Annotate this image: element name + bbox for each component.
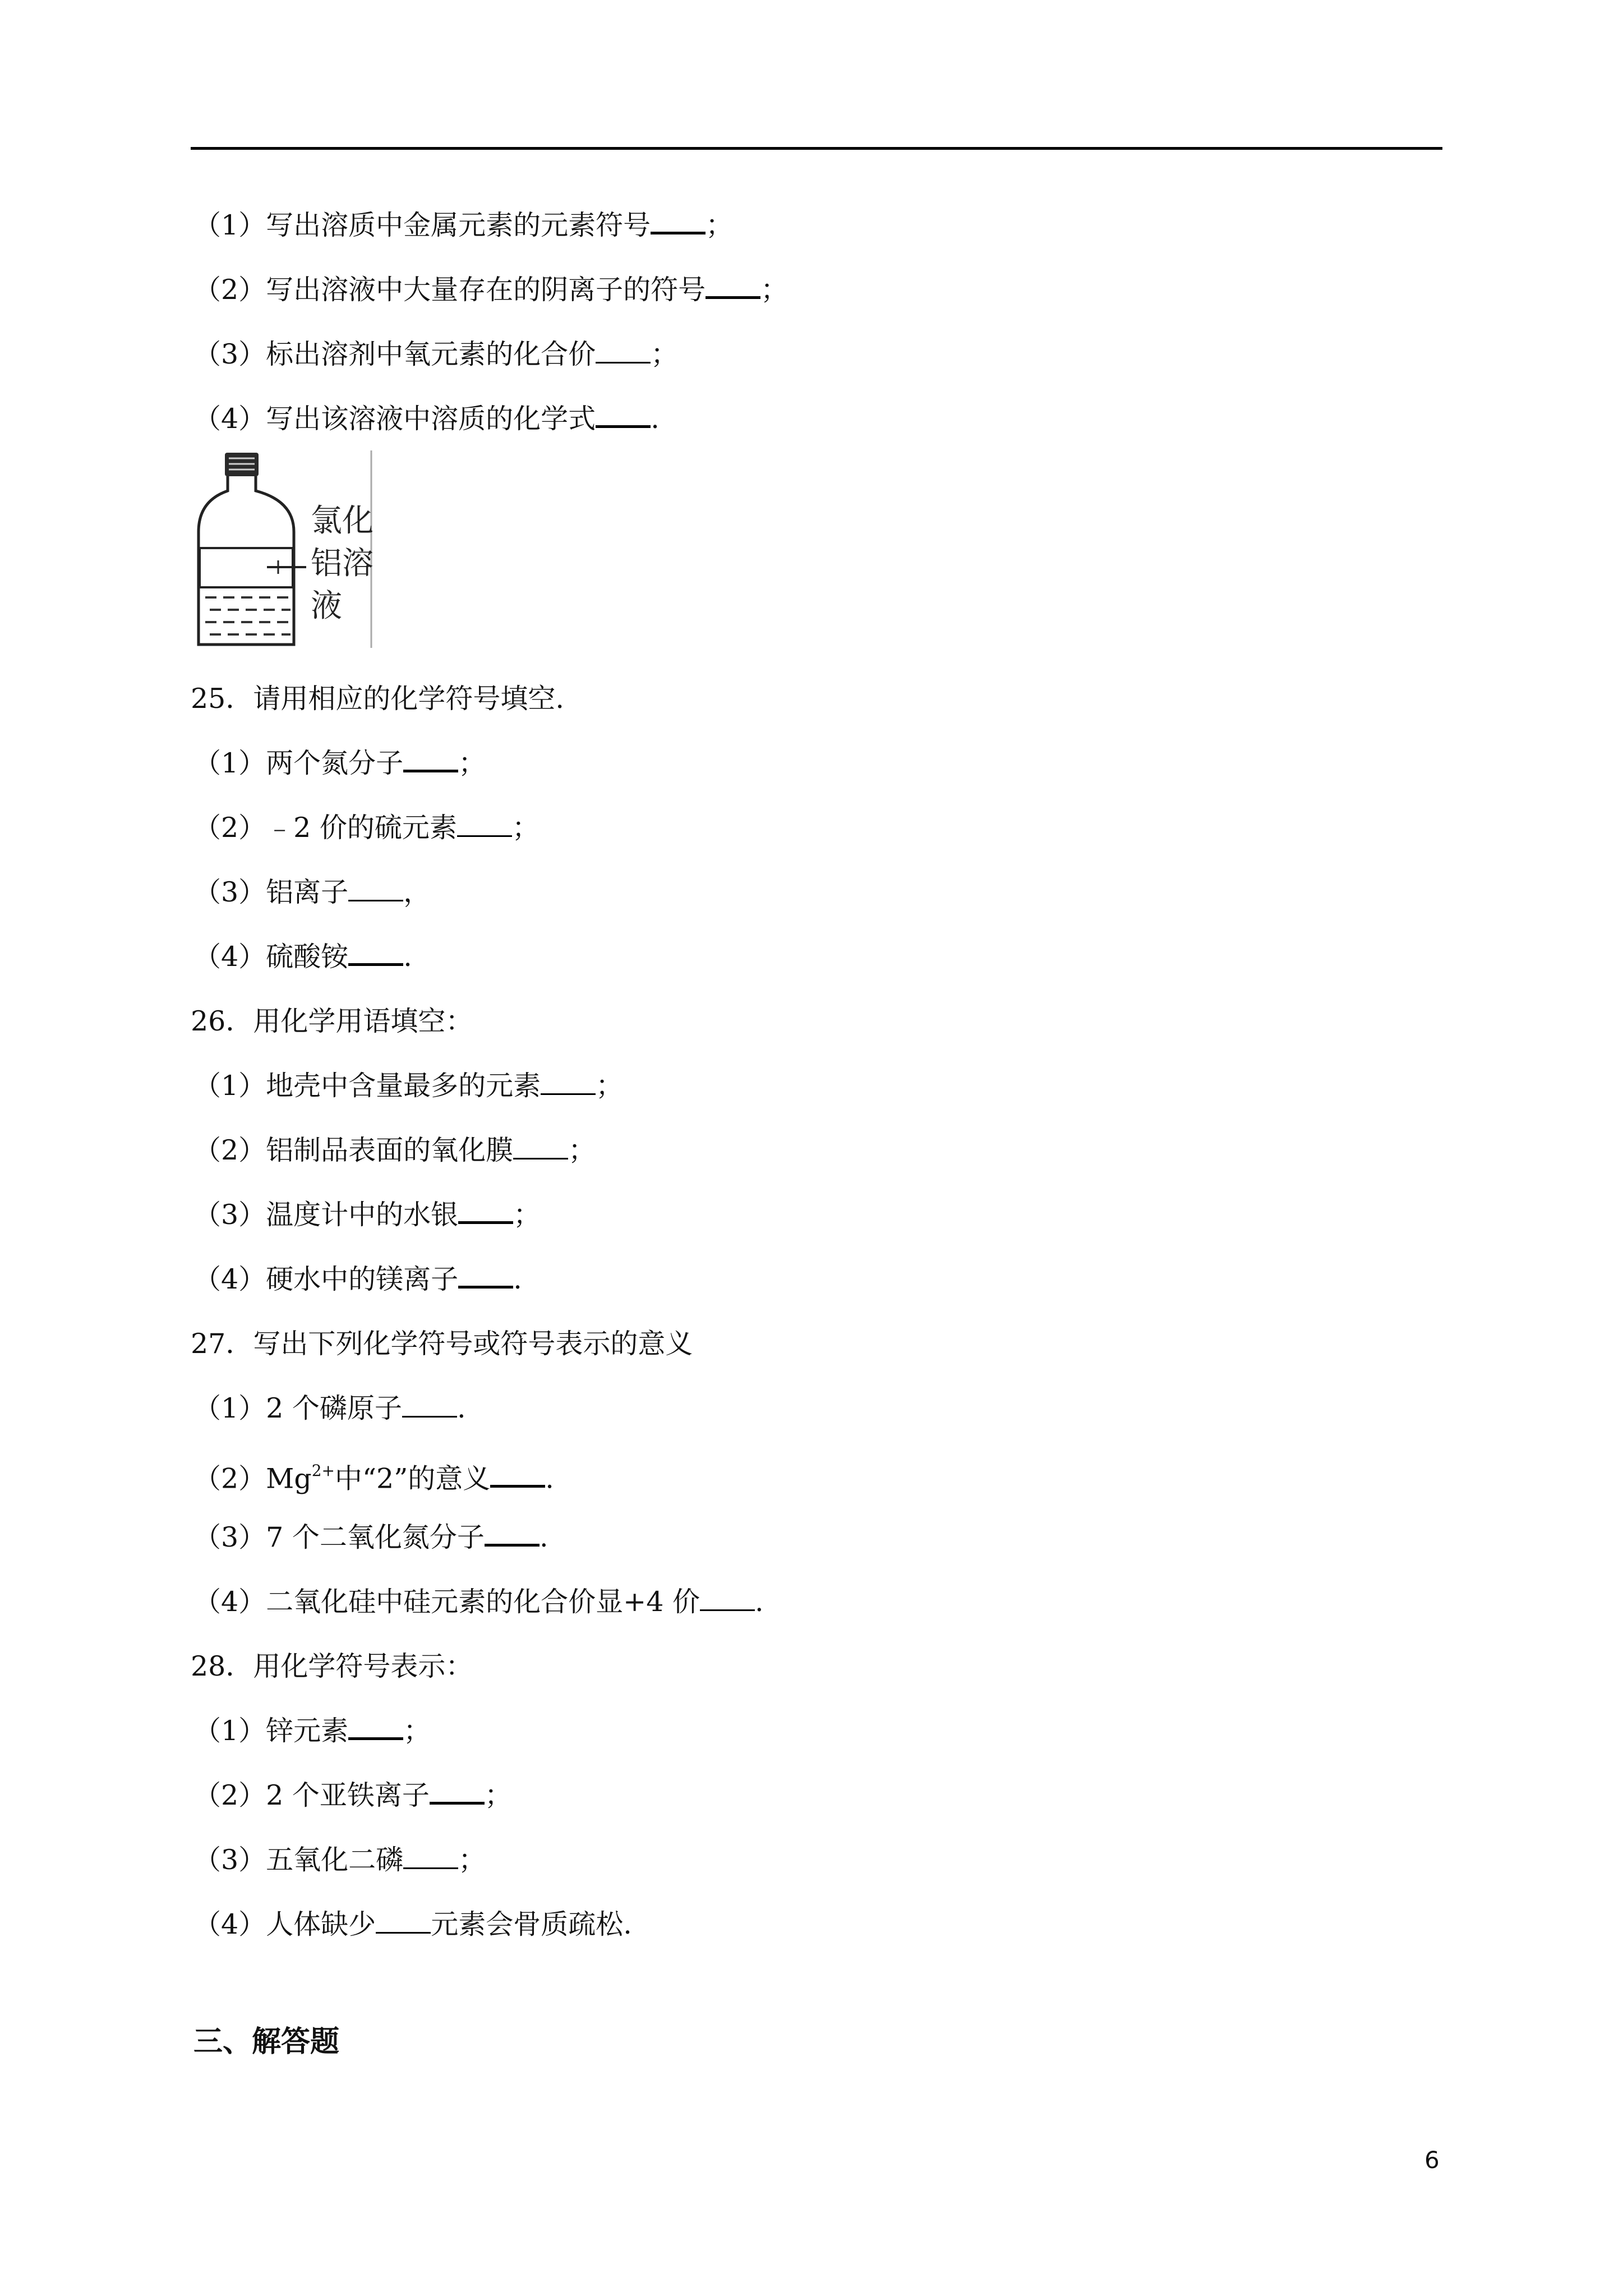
q24-item-4 (193, 402, 660, 436)
q27-item-4 (193, 1585, 764, 1619)
q28-item-1-punct: ； (403, 1715, 431, 1747)
q27-item-2-text-b: 中“2”的意义 (335, 1462, 491, 1495)
q28-title: 28．用化学符号表示： (191, 1650, 473, 1682)
bottle-label-line-2: 铝溶 (311, 545, 374, 582)
q24-item-4-punct: . (651, 403, 660, 435)
header-rule (191, 147, 1442, 150)
ion-charge-superscript: 2+ (311, 1461, 335, 1480)
bottle-label-line-3: 液 (311, 588, 342, 624)
q26-item-3-text: （3）温度计中的水银 (193, 1199, 459, 1231)
answer-blank[interactable] (485, 1521, 540, 1547)
q25-item-2-text: （2）﹣2 价的硫元素 (193, 812, 457, 844)
answer-blank[interactable] (348, 877, 403, 901)
q26-item-3 (193, 1198, 541, 1232)
q28-item-4 (193, 1908, 632, 1941)
q28-item-2 (193, 1779, 512, 1812)
q26-item-4-punct: . (513, 1263, 522, 1295)
answer-blank[interactable] (403, 747, 458, 772)
q24-item-2-punct: ； (760, 274, 789, 306)
answer-blank[interactable] (541, 1071, 596, 1095)
q28-item-4-punct: 元素会骨质疏松. (431, 1908, 632, 1940)
q26-item-2-punct: ； (568, 1134, 596, 1166)
q28-item-2-punct: ； (484, 1779, 512, 1811)
q24-item-3-punct: ； (651, 338, 679, 370)
answer-blank[interactable] (596, 403, 651, 428)
answer-blank[interactable] (430, 1779, 485, 1805)
q25-item-1-text: （1）两个氮分子 (193, 747, 404, 779)
reagent-bottle-figure (194, 450, 374, 648)
q26-item-3-punct: ； (513, 1199, 541, 1231)
q25-item-3 (193, 876, 431, 909)
q26-item-4-text: （4）硬水中的镁离子 (193, 1263, 459, 1295)
q27-item-1-punct: . (457, 1392, 466, 1424)
q27-item-1 (193, 1392, 466, 1425)
q26-item-1 (193, 1069, 623, 1103)
q26-title: 26．用化学用语填空： (191, 1005, 473, 1037)
q27-item-3-punct: . (539, 1521, 548, 1553)
q26-item-1-text: （1）地壳中含量最多的元素 (193, 1070, 541, 1102)
q25-item-3-punct: ， (403, 876, 431, 908)
answer-blank[interactable] (376, 1910, 431, 1934)
answer-blank[interactable] (457, 813, 512, 837)
answer-blank[interactable] (402, 1393, 457, 1418)
q25-item-2 (193, 811, 540, 845)
q26-item-2-text: （2）铝制品表面的氧化膜 (193, 1134, 514, 1166)
q25-item-4 (193, 940, 412, 974)
q24-item-1 (193, 209, 733, 242)
q26-item-4 (193, 1263, 522, 1296)
q27-title: 27．写出下列化学符号或符号表示的意义 (191, 1328, 693, 1360)
q27-item-4-punct: . (754, 1586, 764, 1618)
q24-item-4-text: （4）写出该溶液中溶质的化学式 (193, 403, 596, 435)
answer-blank[interactable] (651, 209, 706, 234)
q27-item-3-text: （3）7 个二氧化氮分子 (193, 1521, 485, 1553)
answer-blank[interactable] (513, 1135, 568, 1159)
q25-item-4-punct: . (403, 941, 412, 973)
q24-item-2-text: （2）写出溶液中大量存在的阴离子的符号 (193, 274, 706, 306)
q28-item-2-text: （2）2 个亚铁离子 (193, 1779, 430, 1811)
page-number: 6 (1424, 2146, 1440, 2174)
q25-item-3-text: （3）铝离子 (193, 876, 349, 908)
q28-item-3-text: （3）五氧化二磷 (193, 1844, 404, 1876)
answer-blank[interactable] (596, 339, 651, 364)
answer-blank[interactable] (348, 1715, 403, 1740)
q27-item-1-text: （1）2 个磷原子 (193, 1392, 402, 1424)
q27-item-2-text-a: （2）Mg (193, 1462, 312, 1495)
answer-blank[interactable] (348, 941, 403, 966)
bottle-label-line-1: 氯化 (311, 503, 374, 539)
q26-item-1-punct: ； (596, 1070, 624, 1102)
q25-item-4-text: （4）硫酸铵 (193, 941, 349, 973)
q28-item-1 (193, 1714, 431, 1748)
answer-blank[interactable] (700, 1587, 755, 1611)
q26-item-2 (193, 1134, 596, 1167)
answer-blank[interactable] (458, 1263, 513, 1289)
q27-item-3 (193, 1521, 548, 1554)
q28-item-1-text: （1）锌元素 (193, 1715, 349, 1747)
answer-blank[interactable] (458, 1199, 513, 1224)
q25-title: 25．请用相应的化学符号填空. (191, 683, 564, 715)
q27-item-2 (193, 1456, 554, 1496)
q28-item-3 (193, 1843, 486, 1877)
q25-item-2-punct: ； (511, 812, 540, 844)
section-heading: 三、解答题 (193, 2024, 340, 2059)
answer-blank[interactable] (706, 274, 760, 299)
q24-item-1-punct: ； (706, 209, 734, 241)
q24-item-2 (193, 273, 788, 307)
q24-item-1-text: （1）写出溶质中金属元素的元素符号 (193, 209, 651, 241)
q24-item-3-text: （3）标出溶剂中氧元素的化合价 (193, 338, 596, 370)
q28-item-4-text: （4）人体缺少 (193, 1908, 376, 1940)
q28-item-3-punct: ； (458, 1844, 486, 1876)
q24-item-3 (193, 338, 678, 371)
q27-item-4-text: （4）二氧化硅中硅元素的化合价显+4 价 (193, 1586, 700, 1618)
q25-item-1-punct: ； (458, 747, 486, 779)
q27-item-2-punct: . (545, 1462, 554, 1495)
q25-item-1 (193, 747, 486, 780)
answer-blank[interactable] (490, 1462, 545, 1488)
answer-blank[interactable] (403, 1845, 458, 1869)
